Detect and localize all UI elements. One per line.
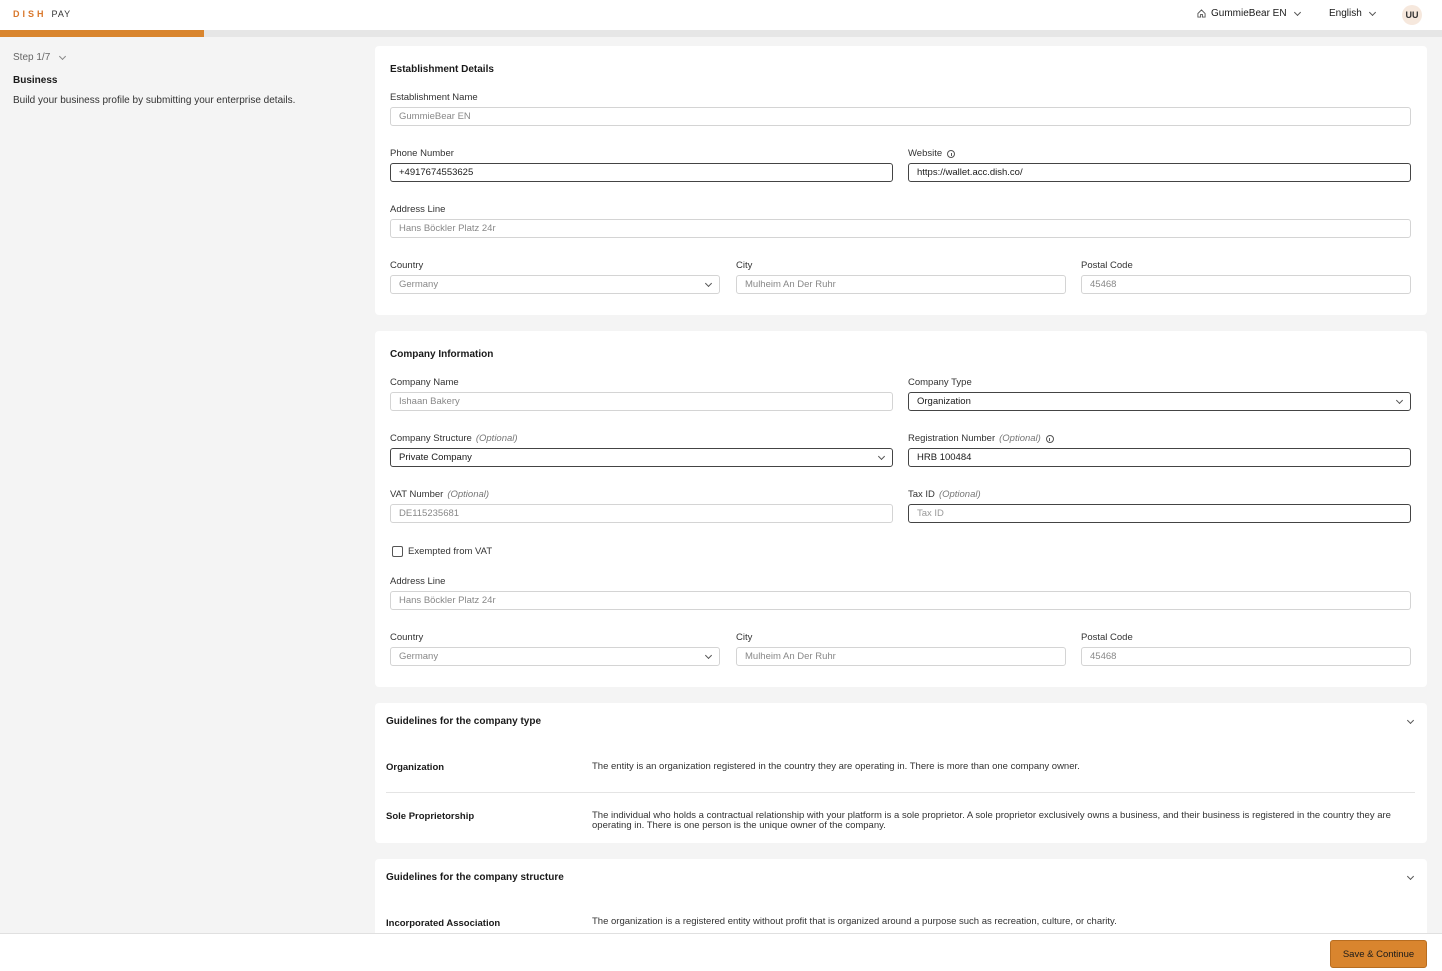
guidelines-structure-title[interactable]: Guidelines for the company structure bbox=[386, 872, 564, 883]
company-postal-label: Postal Code bbox=[1081, 632, 1133, 643]
phone-number-field[interactable]: +4917674553625 bbox=[390, 163, 893, 182]
chevron-down-icon bbox=[878, 453, 885, 460]
store-name: GummieBear EN bbox=[1211, 8, 1287, 19]
tax-id-label-wrap bbox=[908, 489, 981, 500]
info-icon[interactable] bbox=[947, 150, 955, 158]
logo-main: DISH bbox=[13, 9, 47, 19]
establishment-name-field[interactable]: GummieBear EN bbox=[390, 107, 1411, 126]
chevron-down-icon[interactable] bbox=[1407, 717, 1414, 724]
company-type-select[interactable] bbox=[908, 392, 1411, 411]
tax-id-field[interactable]: Tax ID bbox=[908, 504, 1411, 523]
company-postal-field[interactable]: 45468 bbox=[1081, 647, 1411, 666]
chevron-down-icon bbox=[1369, 8, 1376, 15]
language-label: English bbox=[1329, 8, 1362, 19]
phone-number-label: Phone Number bbox=[390, 148, 454, 159]
establishment-details-card bbox=[375, 46, 1427, 315]
divider bbox=[386, 792, 1415, 793]
language-selector[interactable] bbox=[1329, 8, 1375, 19]
company-country-label: Country bbox=[390, 632, 424, 643]
checkbox-box[interactable] bbox=[392, 546, 403, 557]
vat-number-label: VAT Number bbox=[390, 489, 444, 500]
vat-number-label-wrap bbox=[390, 489, 489, 500]
optional-tag: (Optional) bbox=[938, 489, 981, 500]
guidelines-company-structure-card bbox=[375, 859, 1427, 939]
city-label: City bbox=[736, 260, 753, 271]
address-line-label: Address Line bbox=[390, 204, 446, 215]
company-type-value: Organization bbox=[917, 396, 971, 407]
company-city-label: City bbox=[736, 632, 753, 643]
exempted-from-vat-label: Exempted from VAT bbox=[408, 546, 493, 557]
exempted-from-vat-checkbox[interactable] bbox=[392, 546, 492, 557]
establishment-name-label: Establishment Name bbox=[390, 92, 478, 103]
company-structure-select[interactable] bbox=[390, 448, 893, 467]
company-city-field[interactable]: Mulheim An Der Ruhr bbox=[736, 647, 1066, 666]
city-field[interactable]: Mulheim An Der Ruhr bbox=[736, 275, 1066, 294]
sidebar-title: Business bbox=[13, 75, 58, 86]
progress-bar bbox=[0, 30, 1442, 37]
website-field[interactable]: https://wallet.acc.dish.co/ bbox=[908, 163, 1411, 182]
guideline-description: The individual who holds a contractual relationship with your platform is a sole proprietor. A sole proprietor exclusively owns a business, and their business is registered in the country they are operating in. There is one person is the unique owner of the company. bbox=[592, 810, 1391, 831]
company-country-value: Germany bbox=[399, 651, 439, 662]
postal-code-label: Postal Code bbox=[1081, 260, 1133, 271]
company-country-select[interactable] bbox=[390, 647, 720, 666]
company-title: Company Information bbox=[390, 349, 494, 360]
optional-tag: (Optional) bbox=[447, 489, 490, 500]
optional-tag: (Optional) bbox=[475, 433, 518, 444]
company-structure-value: Private Company bbox=[399, 452, 472, 463]
step-label: Step 1/7 bbox=[13, 52, 51, 63]
chevron-down-icon bbox=[705, 652, 712, 659]
company-address-field[interactable]: Hans Böckler Platz 24r bbox=[390, 591, 1411, 610]
company-address-label: Address Line bbox=[390, 576, 446, 587]
chevron-down-icon bbox=[705, 280, 712, 287]
avatar[interactable]: UU bbox=[1402, 5, 1422, 25]
guideline-term: Organization bbox=[386, 762, 445, 773]
tax-id-label: Tax ID bbox=[908, 489, 935, 500]
company-information-card bbox=[375, 331, 1427, 687]
company-structure-label: Company Structure bbox=[390, 433, 472, 444]
address-line-field[interactable]: Hans Böckler Platz 24r bbox=[390, 219, 1411, 238]
guideline-term: Sole Proprietorship bbox=[386, 811, 475, 822]
chevron-down-icon bbox=[59, 52, 66, 59]
guideline-description: The organization is a registered entity without profit that is organized around a purpose such as recreation, culture, or charity. bbox=[592, 916, 1117, 927]
save-continue-button[interactable]: Save & Continue bbox=[1330, 940, 1427, 968]
dish-pay-logo[interactable] bbox=[13, 9, 71, 19]
step-selector[interactable] bbox=[13, 52, 65, 63]
registration-number-label-wrap bbox=[908, 433, 1054, 444]
progress-fill bbox=[0, 30, 204, 37]
footer-bar bbox=[0, 933, 1442, 971]
guidelines-company-type-card bbox=[375, 703, 1427, 843]
registration-number-label: Registration Number bbox=[908, 433, 996, 444]
top-bar bbox=[0, 0, 1442, 30]
country-label: Country bbox=[390, 260, 424, 271]
establishment-title: Establishment Details bbox=[390, 64, 494, 75]
chevron-down-icon[interactable] bbox=[1407, 873, 1414, 880]
country-select[interactable] bbox=[390, 275, 720, 294]
guideline-term: Incorporated Association bbox=[386, 918, 501, 929]
company-name-field[interactable]: Ishaan Bakery bbox=[390, 392, 893, 411]
company-type-label: Company Type bbox=[908, 377, 972, 388]
store-selector[interactable] bbox=[1197, 8, 1300, 19]
country-value: Germany bbox=[399, 279, 439, 290]
website-label-wrap bbox=[908, 148, 955, 159]
info-icon[interactable] bbox=[1046, 435, 1054, 443]
registration-number-field[interactable]: HRB 100484 bbox=[908, 448, 1411, 467]
vat-number-field[interactable]: DE115235681 bbox=[390, 504, 893, 523]
guideline-description: The entity is an organization registered in the country they are operating in. There is more than one company owner. bbox=[592, 761, 1080, 772]
sidebar-description: Build your business profile by submitting your enterprise details. bbox=[13, 95, 296, 106]
chevron-down-icon bbox=[1294, 8, 1301, 15]
company-structure-label-wrap bbox=[390, 433, 518, 444]
guidelines-type-title[interactable]: Guidelines for the company type bbox=[386, 716, 542, 727]
optional-tag: (Optional) bbox=[999, 433, 1041, 444]
website-label: Website bbox=[908, 148, 943, 159]
chevron-down-icon bbox=[1396, 397, 1403, 404]
postal-code-field[interactable]: 45468 bbox=[1081, 275, 1411, 294]
home-icon bbox=[1197, 9, 1206, 18]
logo-sub: PAY bbox=[51, 9, 72, 19]
company-name-label: Company Name bbox=[390, 377, 459, 388]
